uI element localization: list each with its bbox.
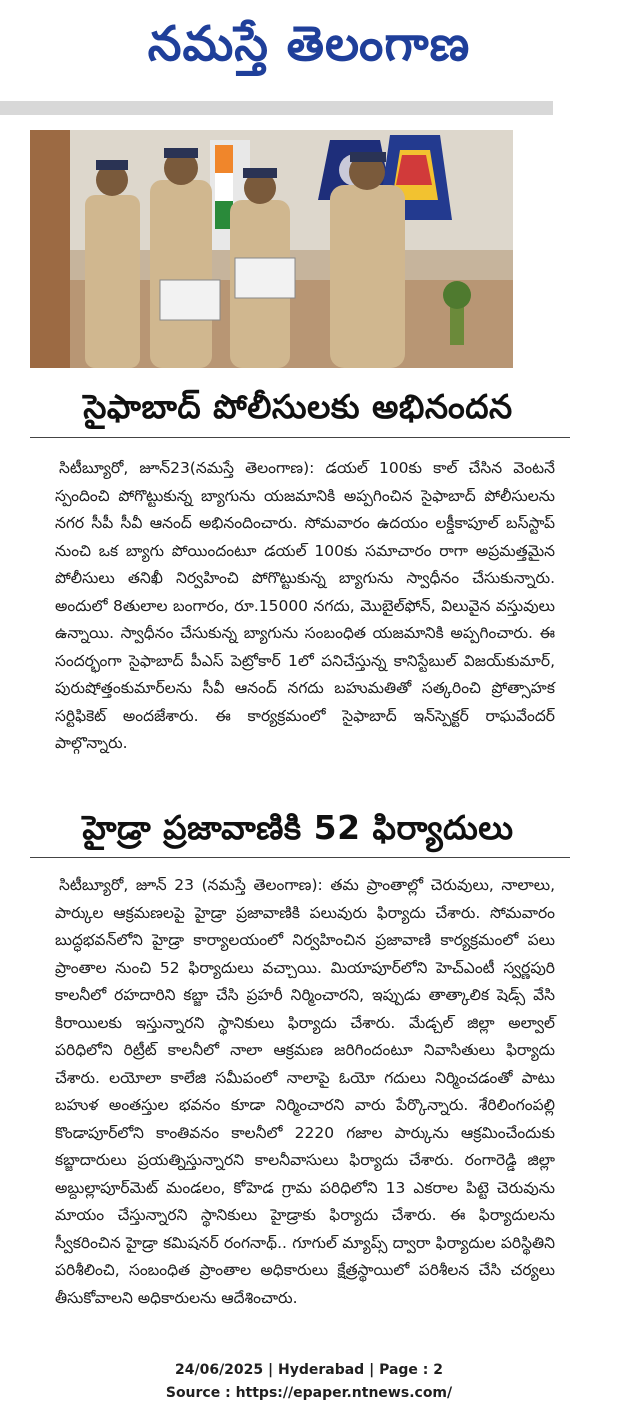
police-officers-photo: [30, 130, 513, 368]
headline-underline: [30, 437, 570, 438]
masthead: [0, 0, 618, 100]
masthead-divider: [0, 101, 553, 115]
article-body-hydraa: సిటీబ్యూరో, జూన్ 23 (నమస్తే తెలంగాణ): తమ ప్రాంతాల్లో చెరువులు, నాలాలు, పార్కుల ఆక్రమణలపై హైడ్రా ప్రజావాణికి పలువురు ఫిర్యాదు చేశారు. సోమవారం బుద్ధభవన్‌లోని హైడ్రా కార్యాలయంలో నిర్వహించిన ప్రజావాణి కార్యక్రమంలో పలు ప్రాంతాల నుంచి 52 ఫిర్యాదులు వచ్చాయి. మియాపూర్‌లోని హెచ్‌ఎంటీ స్వర్ణపురి కాలనీలో రహదారిని కబ్జా చేసి ప్రహరీ నిర్మించారని, ఇప్పుడు తాత్కాలిక షెడ్స్ వేసి కిరాయిలకు ఇస్తున్నారని స్థానికులు ఫిర్యాదు చేశారు. మేడ్చల్ జిల్లా అల్వాల్ పరిధిలోని రిట్రీట్ కాలనీలో నాలా ఆక్రమణ జరిగిందంటూ నివాసితులు ఫిర్యాదు చేశారు. లయోలా కాలేజి సమీపంలో నాలాపై ఓయో గదులు నిర్మించడంతో పాటు బహుళ అంతస్తుల భవనం కూడా నిర్మించారని వారు పేర్కొన్నారు. శేరిలింగంపల్లి కొండాపూర్‌లోని కాంతివనం కాలనీలో 2220 గజాల పార్కును ఆక్రమించేందుకు కబ్జాదారులు ప్రయత్నిస్తున్నారని కాలనీవాసులు ఫిర్యాదు చేశారు. రంగారెడ్డి జిల్లా అబ్దుల్లాపూర్‌మెట్ మండలం, కోహెడ గ్రామ పరిధిలోని 13 ఎకరాల పిట్టె చెరువును మాయం చేస్తున్నారని స్థానికులు హైడ్రాకు ఫిర్యాదు చేశారు. ఈ ఫిర్యాదులను స్వీకరించిన హైడ్రా కమిషనర్ రంగనాథ్.. గూగుల్ మ్యాప్స్ ద్వారా ఫిర్యాదుల పరిస్థితిని పరిశీలించి, సంబంధిత ప్రాంతాల అధికారులు క్షేత్రస్థాయిలో పరిశీలన చేసి చర్యలు తీసుకోవాలని అధికారులను ఆదేశించారు.: [55, 876, 555, 1307]
article-body-saifabad: సిటీబ్యూరో, జూన్23(నమస్తే తెలంగాణ): డయల్ 100కు కాల్ చేసిన వెంటనే స్పందించి పోగొట్టుకున్న బ్యాగును యజమానికి అప్పగించిన సైఫాబాద్ పోలీసులను నగర సీపీ సీవీ ఆనంద్ అభినందించారు. సోమవారం ఉదయం లక్డీకాపూల్ బస్‌స్టాప్ నుంచి ఒక బ్యాగు పోయిందంటూ డయల్ 100కు సమాచారం రాగా అప్రమత్తమైన పోలీసులు తనిఖీ నిర్వహించి పోగొట్టుకున్న బ్యాగును స్వాధీనం చేసుకున్నారు. అందులో 8తులాల బంగారం, రూ.15000 నగదు, మొబైల్‌ఫోన్, విలువైన వస్తువులు ఉన్నాయి. స్వాధీనం చేసుకున్న బ్యాగును సంబంధిత యజమానికి అప్పగించారు. ఈ సందర్భంగా సైఫాబాద్ పీఎస్ పెట్రోకార్ 1లో పనిచేస్తున్న కానిస్టేబుల్ విజయ్‌కుమార్, పురుషోత్తంకుమార్‌లను సీవీ ఆనంద్ నగదు బహుమతితో సత్కరించి ప్రోత్సాహక సర్టిఫికెట్ అందజేశారు. ఈ కార్యక్రమంలో సైఫాబాద్ ఇన్‌స్పెక్టర్ రాఘవేందర్ పాల్గొన్నారు.: [55, 459, 555, 752]
headline-hydraa: హైడ్రా ప్రజావాణికి 52 ఫిర్యాదులు: [82, 808, 514, 847]
headline-underline: [30, 857, 570, 858]
news-photo: [30, 130, 513, 368]
newspaper-title: నమస్తే తెలంగాణ: [147, 16, 471, 72]
footer-source-link[interactable]: Source : https://epaper.ntnews.com/: [165, 1385, 453, 1401]
headline-saifabad: సైఫాబాద్ పోలీసులకు అభినందన: [83, 387, 513, 426]
footer-date-line: 24/06/2025 | Hyderabad | Page : 2: [174, 1362, 444, 1378]
